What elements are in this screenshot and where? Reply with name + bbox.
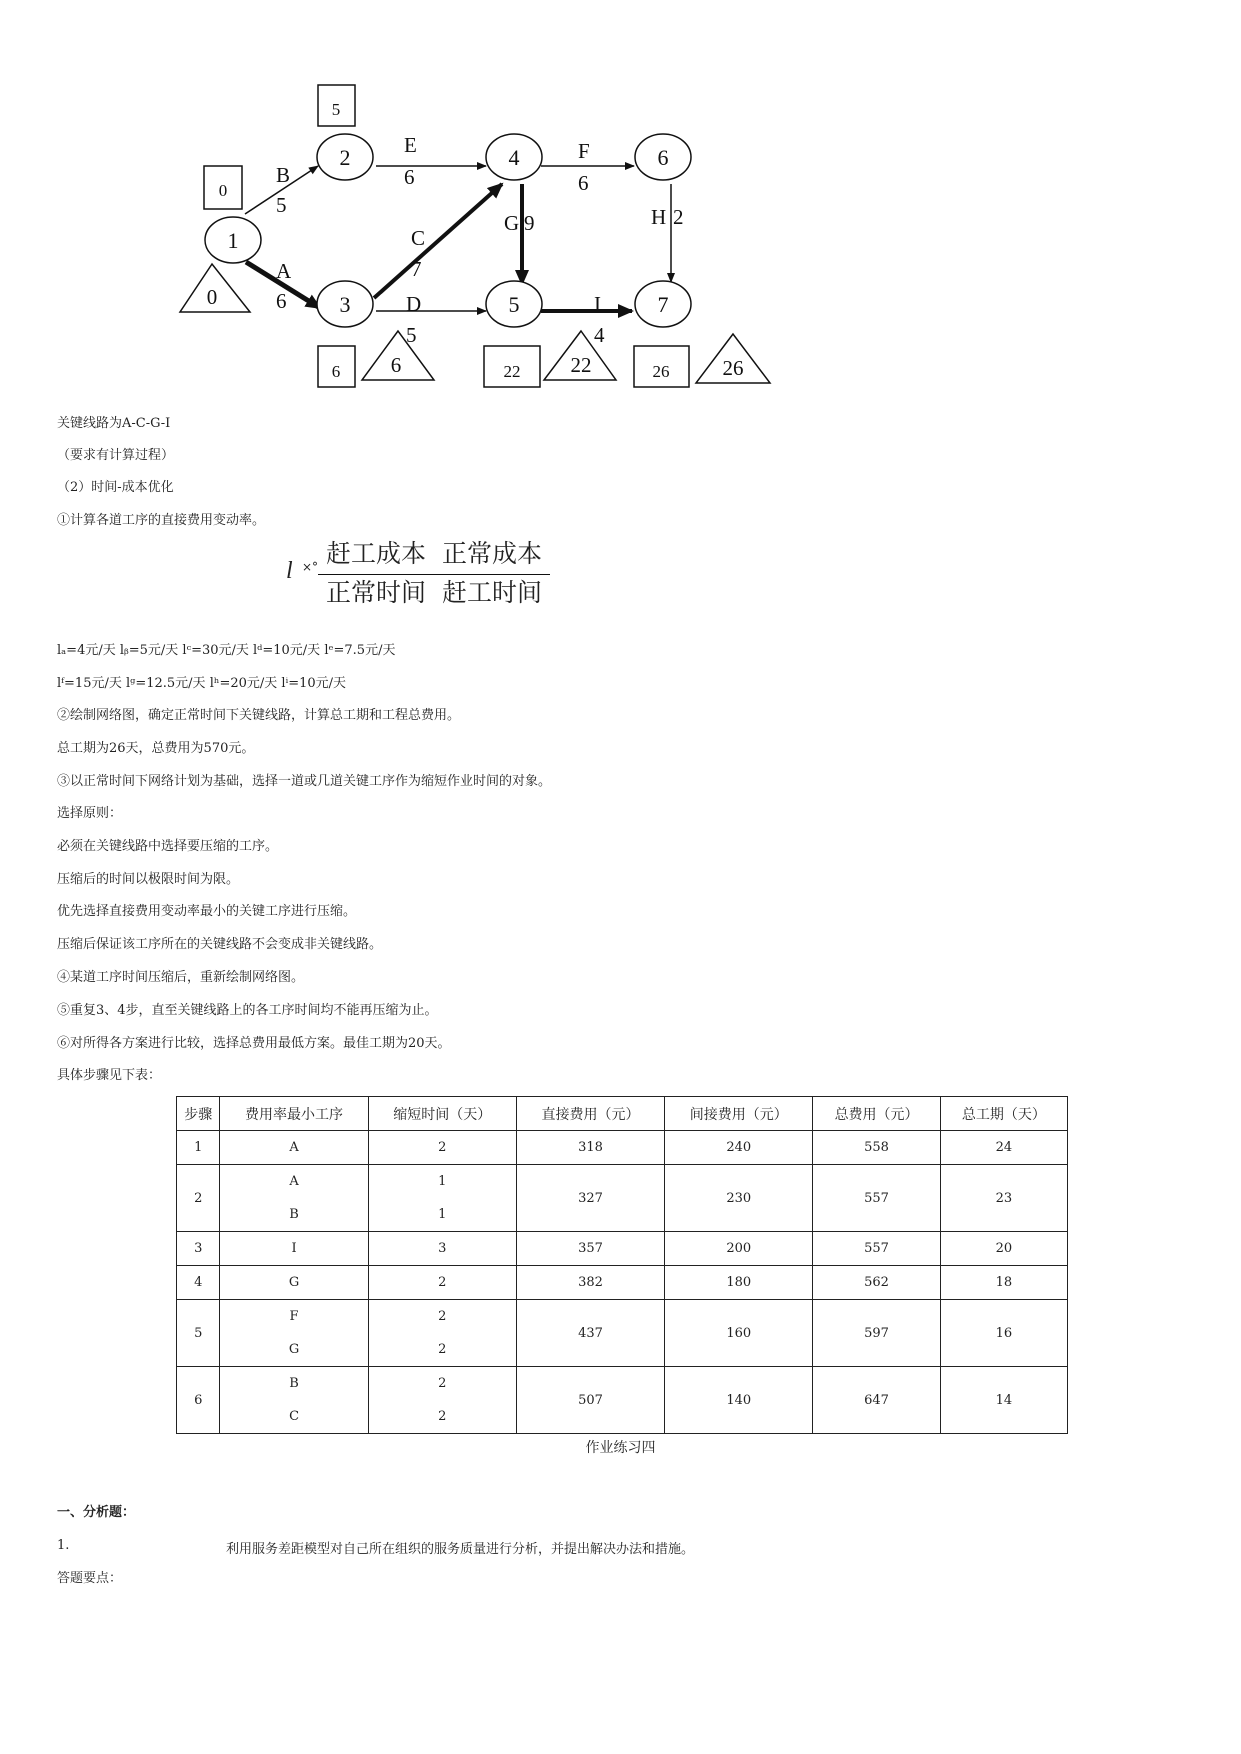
- header-step: 步骤: [177, 1097, 220, 1131]
- label-H-name: H: [651, 205, 667, 229]
- step-4-text: ④某道工序时间压缩后，重新绘制网络图。: [57, 970, 305, 985]
- cell-days: 2: [368, 1266, 516, 1300]
- table-row: [177, 1131, 1068, 1165]
- optimization-table: [176, 1096, 1068, 1434]
- requirement-text: （要求有计算过程）: [57, 448, 175, 463]
- label-G-name: G: [504, 211, 520, 235]
- cell-days-line: 2: [438, 1409, 447, 1424]
- svg-text:6: 6: [331, 362, 341, 381]
- node-5: [486, 281, 542, 327]
- cell-direct: 357: [516, 1232, 664, 1266]
- cell-days-line: 2: [438, 1342, 447, 1357]
- cost-slope-formula: [280, 536, 560, 616]
- totals-text: 总工期为26天，总费用为570元。: [57, 741, 255, 756]
- node-6: [635, 134, 691, 180]
- cell-indirect: 240: [665, 1131, 813, 1165]
- cell-days-line: 2: [438, 1309, 447, 1324]
- svg-text:3: 3: [339, 292, 351, 317]
- node-4: [486, 134, 542, 180]
- label-E-name: E: [404, 133, 417, 157]
- table-row: [177, 1300, 1068, 1367]
- cell-days-line: 2: [438, 1376, 447, 1391]
- network-diagram: [0, 0, 1241, 400]
- table-caption: 作业练习四: [585, 1440, 656, 1456]
- formula-denominator: [318, 575, 550, 611]
- cell-op-line: F: [289, 1309, 299, 1324]
- table-header-row: [177, 1097, 1068, 1131]
- node-3: [317, 281, 373, 327]
- formula-fraction: [318, 536, 550, 611]
- edge-C: [374, 184, 502, 298]
- principle-2: 压缩后的时间以极限时间为限。: [57, 872, 240, 887]
- cell-indirect: 200: [665, 1232, 813, 1266]
- table-row: [177, 1232, 1068, 1266]
- svg-text:7: 7: [657, 292, 669, 317]
- cell-op: I: [220, 1232, 368, 1266]
- cell-direct: 382: [516, 1266, 664, 1300]
- svg-text:5: 5: [331, 100, 341, 119]
- cell-days: 3: [368, 1232, 516, 1266]
- cell-duration: 16: [940, 1300, 1067, 1367]
- cell-indirect: 140: [665, 1367, 813, 1434]
- question-1-text: 利用服务差距模型对自己所在组织的服务质量进行分析，并提出解决办法和措施。: [226, 1542, 695, 1557]
- cell-total: 558: [813, 1131, 940, 1165]
- cell-duration: 14: [940, 1367, 1067, 1434]
- cell-indirect: 160: [665, 1300, 813, 1367]
- principle-title: 选择原则：: [57, 806, 123, 821]
- svg-text:2: 2: [339, 145, 351, 170]
- label-B-name: B: [276, 163, 291, 187]
- cell-op: A: [220, 1131, 368, 1165]
- triangle-node-7: [696, 334, 770, 383]
- cell-direct: 507: [516, 1367, 664, 1434]
- node-1: [205, 217, 261, 263]
- box-node-5: [484, 346, 540, 387]
- formula-num-right: 正常成本: [441, 539, 542, 568]
- header-min-rate-op: 费用率最小工序: [220, 1097, 368, 1131]
- cell-duration: 18: [940, 1266, 1067, 1300]
- svg-text:6: 6: [657, 145, 669, 170]
- svg-text:4: 4: [508, 145, 520, 170]
- triangle-node-5: [544, 331, 616, 380]
- label-A-duration: 6: [276, 289, 287, 313]
- cell-op-line: A: [289, 1174, 299, 1189]
- box-node-1: [204, 166, 242, 209]
- cell-op: G: [220, 1266, 368, 1300]
- node-2: [317, 134, 373, 180]
- svg-text:5: 5: [508, 292, 520, 317]
- cell-op-line: B: [289, 1207, 299, 1222]
- cell-direct: 327: [516, 1165, 664, 1232]
- node-7: [635, 281, 691, 327]
- cell-step: 4: [177, 1266, 220, 1300]
- svg-text:0: 0: [218, 181, 228, 200]
- cell-days: [368, 1300, 516, 1367]
- section-2-heading: （2）时间-成本优化: [57, 480, 174, 495]
- cell-total: 557: [813, 1165, 940, 1232]
- triangle-node-1: [180, 264, 250, 312]
- cell-op-line: G: [288, 1342, 300, 1357]
- header-direct-cost: 直接费用（元）: [516, 1097, 664, 1131]
- svg-text:0: 0: [206, 285, 218, 309]
- cell-days-line: 1: [438, 1174, 447, 1189]
- cell-days: 2: [368, 1131, 516, 1165]
- formula-multiplier: ×°: [302, 560, 319, 574]
- cell-indirect: 230: [665, 1165, 813, 1232]
- label-D-duration: 5: [406, 323, 417, 347]
- cell-total: 597: [813, 1300, 940, 1367]
- step-5-text: ⑤重复3、4步，直至关键线路上的各工序时间均不能再压缩为止。: [57, 1003, 438, 1018]
- step-1-text: ①计算各道工序的直接费用变动率。: [57, 513, 266, 528]
- formula-num-left: 赶工成本: [326, 539, 427, 568]
- rates-line-1: lₐ=4元/天 lᵦ=5元/天 lᶜ=30元/天 lᵈ=10元/天 lᵉ=7.5元/天: [57, 643, 396, 658]
- svg-text:22: 22: [503, 362, 521, 381]
- svg-text:22: 22: [570, 353, 592, 377]
- cell-direct: 437: [516, 1300, 664, 1367]
- cell-duration: 23: [940, 1165, 1067, 1232]
- cell-step: 6: [177, 1367, 220, 1434]
- label-C-duration: 7: [411, 257, 422, 281]
- principle-1: 必须在关键线路中选择要压缩的工序。: [57, 839, 279, 854]
- cell-op: [220, 1165, 368, 1232]
- principle-4: 压缩后保证该工序所在的关键线路不会变成非关键线路。: [57, 937, 383, 952]
- label-A-name: A: [276, 259, 292, 283]
- formula-variable: l: [286, 558, 293, 584]
- label-H-duration: 2: [673, 205, 684, 229]
- box-node-3: [318, 346, 355, 387]
- cell-step: 1: [177, 1131, 220, 1165]
- svg-text:26: 26: [722, 356, 744, 380]
- cell-days: [368, 1165, 516, 1232]
- cell-op-line: C: [289, 1409, 300, 1424]
- label-F-duration: 6: [578, 171, 589, 195]
- header-total-duration: 总工期（天）: [940, 1097, 1067, 1131]
- table-row: [177, 1266, 1068, 1300]
- header-indirect-cost: 间接费用（元）: [665, 1097, 813, 1131]
- cell-days: [368, 1367, 516, 1434]
- rates-line-2: lᶠ=15元/天 lᵍ=12.5元/天 lʰ=20元/天 lⁱ=10元/天: [57, 676, 347, 691]
- step-6-text: ⑥对所得各方案进行比较，选择总费用最低方案。最佳工期为20天。: [57, 1036, 451, 1051]
- table-intro: 具体步骤见下表：: [57, 1068, 162, 1083]
- box-node-2: [318, 85, 355, 126]
- cell-direct: 318: [516, 1131, 664, 1165]
- formula-den-left: 正常时间: [326, 578, 427, 607]
- cell-step: 2: [177, 1165, 220, 1232]
- cell-op: [220, 1300, 368, 1367]
- label-C-name: C: [411, 226, 426, 250]
- cell-op-line: B: [289, 1376, 299, 1391]
- critical-path-text: 关键线路为A-C-G-I: [57, 416, 171, 431]
- cell-days-line: 1: [438, 1207, 447, 1222]
- table-row: [177, 1367, 1068, 1434]
- formula-den-right: 赶工时间: [441, 578, 542, 607]
- question-1-number: 1.: [57, 1538, 70, 1553]
- label-I-name: I: [594, 292, 601, 316]
- step-3-text: ③以正常时间下网络计划为基础，选择一道或几道关键工序作为缩短作业时间的对象。: [57, 774, 552, 789]
- label-G-duration: 9: [524, 211, 535, 235]
- cell-duration: 20: [940, 1232, 1067, 1266]
- principle-3: 优先选择直接费用变动率最小的关键工序进行压缩。: [57, 904, 357, 919]
- formula-numerator: [318, 536, 550, 575]
- header-shorten-days: 缩短时间（天）: [368, 1097, 516, 1131]
- header-total-cost: 总费用（元）: [813, 1097, 940, 1131]
- box-node-7: [634, 346, 689, 387]
- label-D-name: D: [406, 292, 422, 316]
- cell-step: 3: [177, 1232, 220, 1266]
- step-2-text: ②绘制网络图，确定正常时间下关键线路，计算总工期和工程总费用。: [57, 708, 461, 723]
- cell-op: [220, 1367, 368, 1434]
- cell-total: 647: [813, 1367, 940, 1434]
- label-E-duration: 6: [404, 165, 415, 189]
- cell-total: 562: [813, 1266, 940, 1300]
- cell-total: 557: [813, 1232, 940, 1266]
- svg-text:6: 6: [390, 353, 402, 377]
- svg-text:26: 26: [652, 362, 670, 381]
- cell-duration: 24: [940, 1131, 1067, 1165]
- answer-points-label: 答题要点：: [57, 1571, 123, 1586]
- table-row: [177, 1165, 1068, 1232]
- label-I-duration: 4: [594, 323, 605, 347]
- svg-text:1: 1: [227, 228, 239, 253]
- cell-step: 5: [177, 1300, 220, 1367]
- label-F-name: F: [578, 139, 590, 163]
- cell-indirect: 180: [665, 1266, 813, 1300]
- label-B-duration: 5: [276, 193, 287, 217]
- triangle-node-3: [362, 331, 434, 380]
- part-1-heading: 一、分析题：: [57, 1505, 136, 1520]
